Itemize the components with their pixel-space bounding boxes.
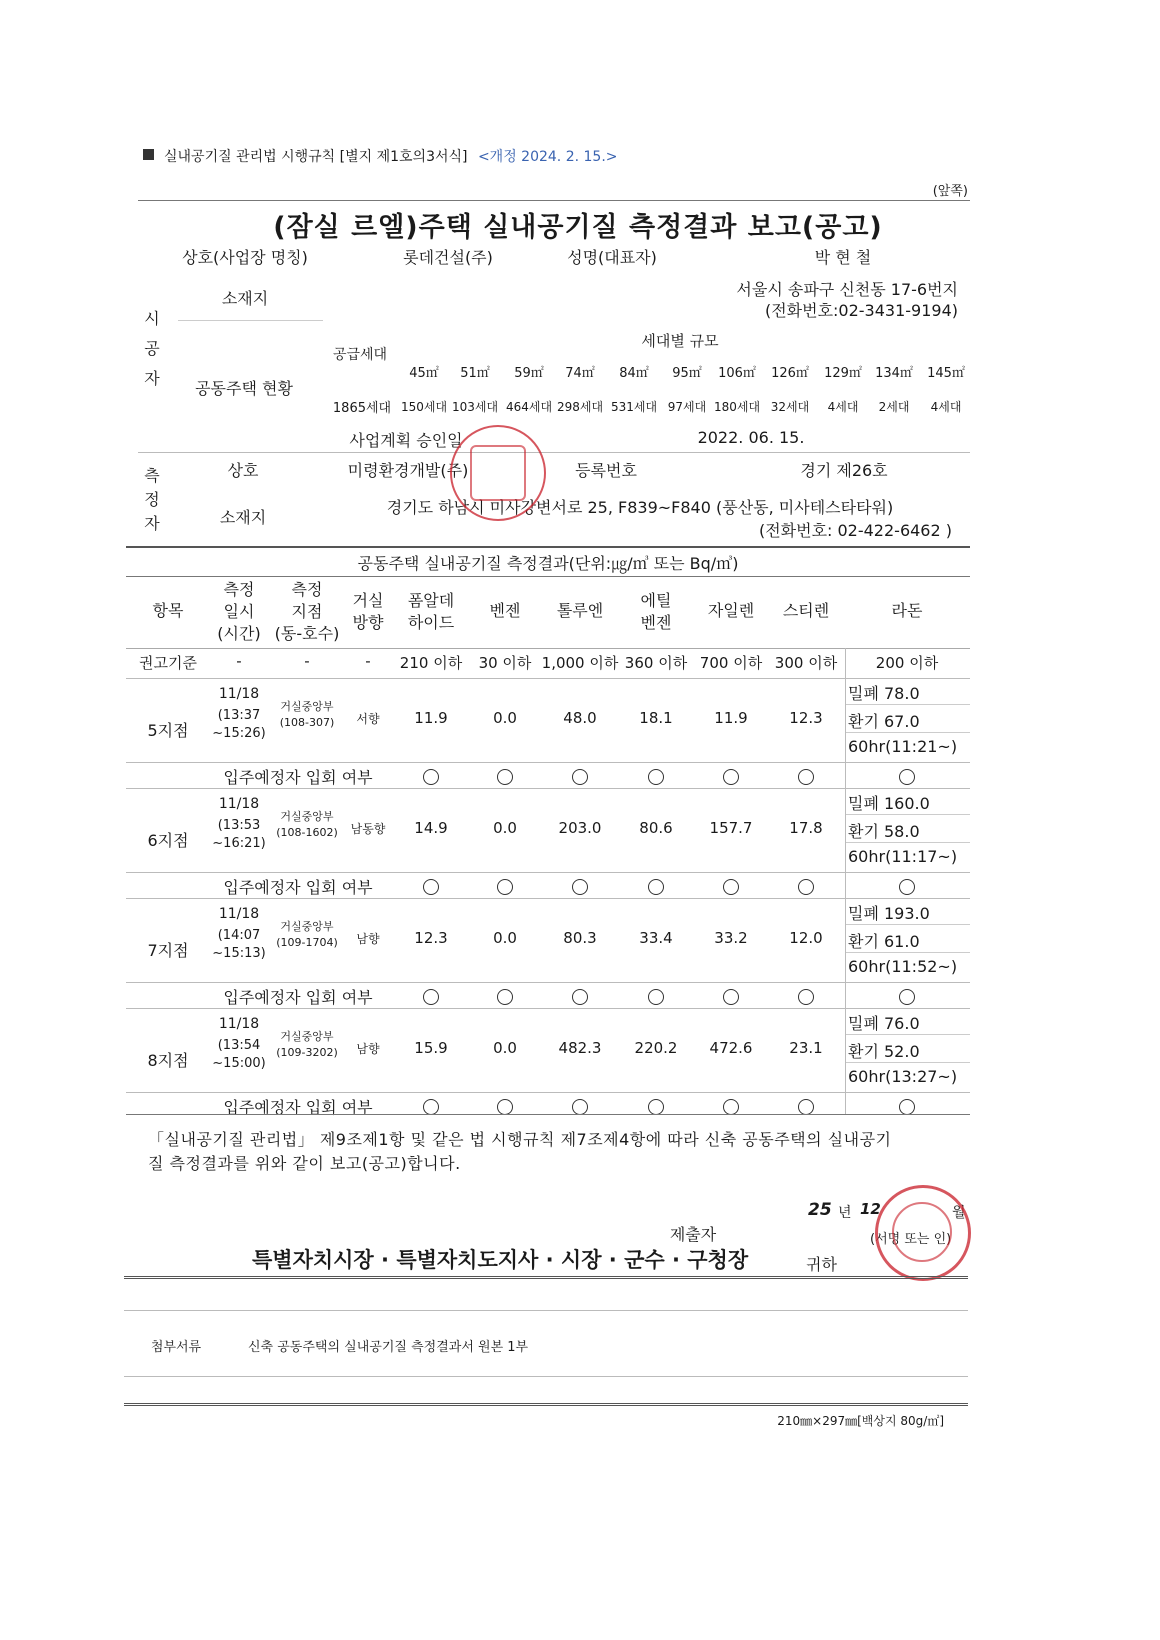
attendance-label: 입주예정자 입회 여부 [223,988,373,1007]
pollutant-value: 33.2 [714,929,748,947]
standard-value-1: 210 이하 [399,654,463,672]
standard-dash-3: - [365,652,371,670]
attendance-circle-icon [648,1099,664,1115]
pollutant-value: 0.0 [493,709,517,727]
header-styrene: 스티렌 [782,601,830,620]
measurement-unit: (108-307) [279,716,335,729]
unit-count-8: 32세대 [770,400,810,414]
unit-size-1: 45㎡ [409,366,439,381]
header-ethylbenzene-2: 벤젠 [640,613,672,632]
attendance-circle-icon [899,989,915,1005]
attendance-circle-icon [798,879,814,895]
measurer-group-1: 측 [144,466,160,485]
pollutant-value: 12.3 [789,709,823,727]
header-formaldehyde-1: 폼알데 [407,591,455,610]
measurer-company: 미령환경개발(주) [347,461,469,480]
attendance-circle-icon [497,769,513,785]
supply-total: 1865세대 [332,401,392,416]
measurement-unit: (109-1704) [276,936,338,949]
unit-count-9: 4세대 [827,400,859,414]
date-year: 25 [808,1200,832,1220]
company-seal-stamp [450,425,546,521]
pollutant-value: 18.1 [639,709,673,727]
attendance-circle-icon [572,989,588,1005]
unit-size-5: 84㎡ [619,366,649,381]
measurer-address-label: 소재지 [219,508,267,527]
standard-value-2: 30 이하 [478,654,532,672]
unit-count-5: 531세대 [610,400,658,414]
approval-label: 사업계획 승인일 [349,431,463,450]
header-benzene: 벤젠 [489,601,521,620]
attendance-circle-icon [899,769,915,785]
radon-value: 밀폐 160.0 [848,794,930,813]
date-month-unit: 월 [952,1205,966,1221]
scale-label: 세대별 규모 [641,332,719,350]
attendance-label: 입주예정자 입회 여부 [223,878,373,897]
standard-dash-2: - [304,652,310,670]
measurement-point: 8지점 [147,1051,189,1070]
radon-value: 60hr(11:21~) [848,737,958,756]
page-side: (앞쪽) [932,184,968,199]
measurement-time-start: (13:53 [217,818,261,833]
recipient: 특별자치시장 · 특별자치도지사 · 시장 · 군수 · 구청장 [252,1248,749,1272]
statement-line-2: 질 측정결과를 위와 같이 보고(공고)합니다. [148,1154,461,1173]
attendance-circle-icon [497,989,513,1005]
pollutant-value: 11.9 [414,709,448,727]
attachment-value: 신축 공동주택의 실내공기질 측정결과서 원본 1부 [248,1340,529,1355]
measurement-location: 거실중앙부 [280,700,334,713]
attendance-circle-icon [899,879,915,895]
unit-count-4: 298세대 [556,400,604,414]
measurement-time-start: (14:07 [217,928,261,943]
measurer-group-3: 자 [144,514,160,533]
attendance-circle-icon [648,989,664,1005]
pollutant-value: 157.7 [709,819,753,837]
radon-value: 환기 58.0 [848,822,920,841]
submitter-seal-stamp [875,1185,971,1281]
pollutant-value: 17.8 [789,819,823,837]
pollutant-value: 12.0 [789,929,823,947]
standard-value-5: 700 이하 [699,654,763,672]
standard-value-6: 300 이하 [774,654,838,672]
measurement-time-end: ~15:26) [212,726,266,741]
living-room-direction: 남동향 [350,822,386,836]
pollutant-value: 203.0 [558,819,602,837]
header-datetime-3: (시간) [217,624,261,643]
attendance-circle-icon [423,1099,439,1115]
unit-count-3: 464세대 [505,400,553,414]
header-location-1: 측정 [291,580,323,599]
contractor-company: 롯데건설(주) [403,248,493,267]
standard-dash-1: - [236,652,242,670]
contractor-company-label: 상호(사업장 명칭) [182,248,308,267]
measurement-location: 거실중앙부 [280,920,334,933]
form-bullet-icon [143,149,154,160]
radon-value: 환기 67.0 [848,712,920,731]
measurement-point: 6지점 [147,831,189,850]
recipient-suffix: 귀하 [806,1255,837,1274]
attendance-circle-icon [572,879,588,895]
pollutant-value: 80.3 [563,929,597,947]
unit-size-7: 106㎡ [718,366,756,381]
measurement-time-start: (13:54 [217,1038,261,1053]
living-room-direction: 서향 [356,712,380,726]
attendance-circle-icon [723,769,739,785]
unit-size-3: 59㎡ [514,366,544,381]
radon-value: 60hr(13:27~) [848,1067,958,1086]
unit-size-8: 126㎡ [771,366,809,381]
measurement-time-end: ~15:00) [212,1056,266,1071]
revision-text: <개정 2024. 2. 15.> [477,149,618,165]
standard-value-3: 1,000 이하 [541,654,619,672]
document-title: (잠실 르엘)주택 실내공기질 측정결과 보고(공고) [273,212,883,243]
radon-value: 밀폐 78.0 [848,684,920,703]
header-direction-2: 방향 [352,613,384,632]
attendance-circle-icon [572,1099,588,1115]
pollutant-value: 14.9 [414,819,448,837]
measurement-date: 11/18 [218,686,260,702]
pollutant-value: 482.3 [558,1039,602,1057]
contractor-rep-label: 성명(대표자) [567,248,657,267]
pollutant-value: 15.9 [414,1039,448,1057]
attendance-circle-icon [798,769,814,785]
measurement-date: 11/18 [218,796,260,812]
living-room-direction: 남향 [356,932,380,946]
unit-count-7: 180세대 [713,400,761,414]
standard-value-7: 200 이하 [875,654,939,672]
measurement-date: 11/18 [218,1016,260,1032]
attendance-circle-icon [723,879,739,895]
pollutant-value: 0.0 [493,1039,517,1057]
date-year-unit: 년 [838,1205,852,1221]
attachment-label: 첨부서류 [150,1340,202,1355]
measurement-location: 거실중앙부 [280,1030,334,1043]
standard-label: 권고기준 [139,654,197,672]
unit-size-6: 95㎡ [672,366,702,381]
unit-size-9: 129㎡ [824,366,862,381]
measurement-location: 거실중앙부 [280,810,334,823]
measurement-time-start: (13:37 [217,708,261,723]
attendance-circle-icon [423,769,439,785]
attendance-circle-icon [648,879,664,895]
measurement-date: 11/18 [218,906,260,922]
header-toluene: 톨루엔 [556,601,604,620]
header-item: 항목 [152,601,184,620]
unit-size-2: 51㎡ [460,366,490,381]
measurer-reg-no: 경기 제26호 [800,461,888,480]
header-ethylbenzene-1: 에틸 [640,591,672,610]
standard-value-4: 360 이하 [624,654,688,672]
measurer-phone: (전화번호: 02-422-6462 ) [758,521,952,540]
unit-count-1: 150세대 [400,400,448,414]
measurer-company-label: 상호 [227,461,259,480]
header-datetime-1: 측정 [223,580,255,599]
pollutant-value: 220.2 [634,1039,678,1057]
unit-size-4: 74㎡ [565,366,595,381]
unit-count-6: 97세대 [667,400,707,414]
header-radon: 라돈 [891,601,923,620]
attendance-circle-icon [423,879,439,895]
unit-size-10: 134㎡ [875,366,913,381]
measurement-point: 7지점 [147,941,189,960]
attendance-circle-icon [798,989,814,1005]
radon-value: 밀폐 193.0 [848,904,930,923]
header-datetime-2: 일시 [223,602,255,621]
attendance-label: 입주예정자 입회 여부 [223,768,373,787]
unit-count-11: 4세대 [930,400,962,414]
attendance-circle-icon [798,1099,814,1115]
contractor-rep: 박 현 철 [814,248,872,267]
radon-value: 60hr(11:17~) [848,847,958,866]
header-location-3: (동-호수) [274,624,340,643]
housing-status-label: 공동주택 현황 [195,379,293,398]
attendance-label: 입주예정자 입회 여부 [223,1098,373,1117]
header-xylene: 자일렌 [707,601,755,620]
measurement-unit: (109-3202) [276,1046,338,1059]
contractor-group-2: 공 [144,339,160,358]
measurement-time-end: ~15:13) [212,946,266,961]
date-month: 12 [860,1200,881,1218]
contractor-address-label: 소재지 [221,289,269,308]
pollutant-value: 80.6 [639,819,673,837]
pollutant-value: 48.0 [563,709,597,727]
pollutant-value: 11.9 [714,709,748,727]
pollutant-value: 472.6 [709,1039,753,1057]
measurement-time-end: ~16:21) [212,836,266,851]
living-room-direction: 남향 [356,1042,380,1056]
header-location-2: 지점 [291,602,323,621]
form-reference [164,146,618,166]
pollutant-value: 0.0 [493,819,517,837]
measurement-unit: (108-1602) [276,826,338,839]
contractor-phone: (전화번호:02-3431-9194) [764,301,958,320]
contractor-address: 서울시 송파구 신천동 17-6번지 [736,280,958,299]
attendance-circle-icon [648,769,664,785]
sign-label: (서명 또는 인) [870,1232,952,1247]
attendance-circle-icon [423,989,439,1005]
form-ref-text: 실내공기질 관리법 시행규칙 [별지 제1호의3서식] [164,149,468,165]
measurer-address: 경기도 하남시 미사강변서로 25, F839~F840 (풍산동, 미사테스타타워) [386,498,894,517]
attendance-circle-icon [572,769,588,785]
pollutant-value: 33.4 [639,929,673,947]
header-formaldehyde-2: 하이드 [407,613,455,632]
submitter-label: 제출자 [669,1225,717,1244]
pollutant-value: 0.0 [493,929,517,947]
radon-value: 환기 61.0 [848,932,920,951]
attendance-circle-icon [723,1099,739,1115]
attendance-circle-icon [497,879,513,895]
measurer-group-2: 정 [144,490,160,509]
header-direction-1: 거실 [352,591,384,610]
radon-value: 60hr(11:52~) [848,957,958,976]
attendance-circle-icon [723,989,739,1005]
pollutant-value: 12.3 [414,929,448,947]
radon-value: 밀폐 76.0 [848,1014,920,1033]
measurement-point: 5지점 [147,721,189,740]
attendance-circle-icon [497,1099,513,1115]
results-caption: 공동주택 실내공기질 측정결과(단위:㎍/㎥ 또는 Bq/㎥) [357,554,739,573]
radon-value: 환기 52.0 [848,1042,920,1061]
supply-label: 공급세대 [332,347,388,363]
pollutant-value: 23.1 [789,1039,823,1057]
statement-line-1: 「실내공기질 관리법」 제9조제1항 및 같은 법 시행규칙 제7조제4항에 따라 신축 공동주택의 실내공기 [148,1130,892,1149]
attendance-circle-icon [899,1099,915,1115]
contractor-group-1: 시 [144,309,160,328]
approval-date: 2022. 06. 15. [697,428,805,447]
contractor-group-3: 자 [144,369,160,388]
measurer-reg-label: 등록번호 [575,461,637,480]
unit-count-10: 2세대 [878,400,910,414]
paper-spec: 210㎜×297㎜[백상지 80g/㎡] [777,1414,944,1428]
unit-count-2: 103세대 [451,400,499,414]
unit-size-11: 145㎡ [927,366,965,381]
